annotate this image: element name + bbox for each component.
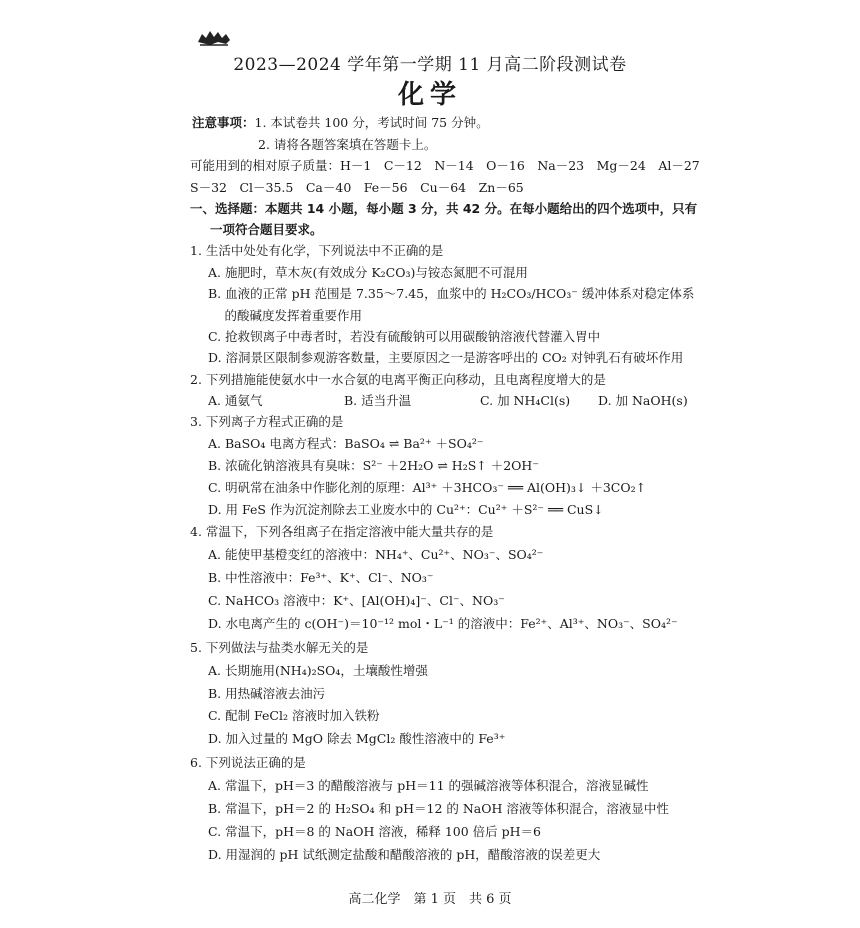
atomic-mass-line-1: 可能用到的相对原子质量：H－1 C－12 N－14 O－16 Na－23 Mg－24 Al－27 — [190, 158, 700, 173]
q4-option-b: B. 中性溶液中：Fe³⁺、K⁺、Cl⁻、NO₃⁻ — [208, 570, 434, 585]
q5-option-a: A. 长期施用(NH₄)₂SO₄，土壤酸性增强 — [208, 663, 428, 678]
q5-option-d: D. 加入过量的 MgO 除去 MgCl₂ 酸性溶液中的 Fe³⁺ — [208, 731, 506, 746]
q1-option-a: A. 施肥时，草木灰(有效成分 K₂CO₃)与铵态氮肥不可混用 — [208, 265, 528, 280]
q3-option-a: A. BaSO₄ 电离方程式：BaSO₄ ⇌ Ba²⁺ ＋SO₄²⁻ — [208, 436, 484, 451]
q6-option-c: C. 常温下，pH＝8 的 NaOH 溶液，稀释 100 倍后 pH＝6 — [208, 824, 542, 839]
q6-option-a: A. 常温下，pH＝3 的醋酸溶液与 pH＝11 的强碱溶液等体积混合，溶液显碱性 — [208, 778, 649, 793]
q1-option-b: B. 血液的正常 pH 范围是 7.35～7.45，血浆中的 H₂CO₃/HCO₃⁻ 缓冲体系对稳定体系 — [208, 286, 695, 301]
question-stem-6: 6. 下列说法正确的是 — [190, 755, 306, 770]
section-heading-line-1: 一、选择题：本题共 14 小题，每小题 3 分，共 42 分。在每小题给出的四个选项中，只有 — [190, 201, 698, 216]
question-stem-5: 5. 下列做法与盐类水解无关的是 — [190, 640, 369, 655]
q2-option-b: B. 适当升温 — [344, 393, 412, 408]
q3-option-c: C. 明矾常在油条中作膨化剂的原理：Al³⁺ ＋3HCO₃⁻ ══ Al(OH)₃↓ ＋3CO₂↑ — [208, 480, 647, 495]
q6-option-d: D. 用湿润的 pH 试纸测定盐酸和醋酸溶液的 pH，醋酸溶液的误差更大 — [208, 847, 601, 862]
q1-option-b-cont: 的酸碱度发挥着重要作用 — [208, 308, 362, 323]
q4-option-d: D. 水电离产生的 c(OH⁻)＝10⁻¹² mol・L⁻¹ 的溶液中：Fe²⁺、Al³⁺、NO₃⁻、SO₄²⁻ — [208, 616, 678, 631]
school-logo-icon — [196, 28, 232, 48]
q6-option-b: B. 常温下，pH＝2 的 H₂SO₄ 和 pH＝12 的 NaOH 溶液等体积混合，溶液显中性 — [208, 801, 669, 816]
q1-option-c: C. 抢救钡离子中毒者时，若没有硫酸钠可以用碳酸钠溶液代替灌入胃中 — [208, 329, 601, 344]
question-stem-1: 1. 生活中处处有化学，下列说法中不正确的是 — [190, 243, 444, 258]
subject-title: 化学 — [397, 80, 462, 110]
notes-item-1: 1. 本试卷共 100 分，考试时间 75 分钟。 — [254, 115, 489, 130]
page-footer: 高二化学 第 1 页 共 6 页 — [348, 892, 512, 907]
question-stem-3: 3. 下列离子方程式正确的是 — [190, 414, 344, 429]
atomic-mass-line-2: S－32 Cl－35.5 Ca－40 Fe－56 Cu－64 Zn－65 — [190, 180, 524, 195]
q5-option-b: B. 用热碱溶液去油污 — [208, 686, 326, 701]
q2-option-a: A. 通氨气 — [208, 393, 263, 408]
q2-option-c: C. 加 NH₄Cl(s) — [480, 393, 571, 408]
notes-line-1 — [192, 113, 489, 131]
q4-option-c: C. NaHCO₃ 溶液中：K⁺、[Al(OH)₄]⁻、Cl⁻、NO₃⁻ — [208, 593, 505, 608]
q2-option-d: D. 加 NaOH(s) — [598, 393, 688, 408]
question-stem-2: 2. 下列措施能使氨水中一水合氨的电离平衡正向移动，且电离程度增大的是 — [190, 372, 606, 387]
q4-option-a: A. 能使甲基橙变红的溶液中：NH₄⁺、Cu²⁺、NO₃⁻、SO₄²⁻ — [208, 547, 544, 562]
q5-option-c: C. 配制 FeCl₂ 溶液时加入铁粉 — [208, 708, 380, 723]
notes-label: 注意事项： — [192, 115, 255, 130]
section-heading-line-2: 一项符合题目要求。 — [210, 222, 323, 237]
q1-option-d: D. 溶洞景区限制参观游客数量，主要原因之一是游客呼出的 CO₂ 对钟乳石有破坏作用 — [208, 350, 684, 365]
question-stem-4: 4. 常温下，下列各组离子在指定溶液中能大量共存的是 — [190, 524, 494, 539]
exam-title: 2023—2024 学年第一学期 11 月高二阶段测试卷 — [233, 55, 627, 75]
q3-option-b: B. 浓硫化钠溶液具有臭味：S²⁻ ＋2H₂O ⇌ H₂S↑ ＋2OH⁻ — [208, 458, 539, 473]
q3-option-d: D. 用 FeS 作为沉淀剂除去工业废水中的 Cu²⁺：Cu²⁺ ＋S²⁻ ══ CuS↓ — [208, 502, 604, 517]
notes-item-2: 2. 请将各题答案填在答题卡上。 — [258, 137, 437, 152]
